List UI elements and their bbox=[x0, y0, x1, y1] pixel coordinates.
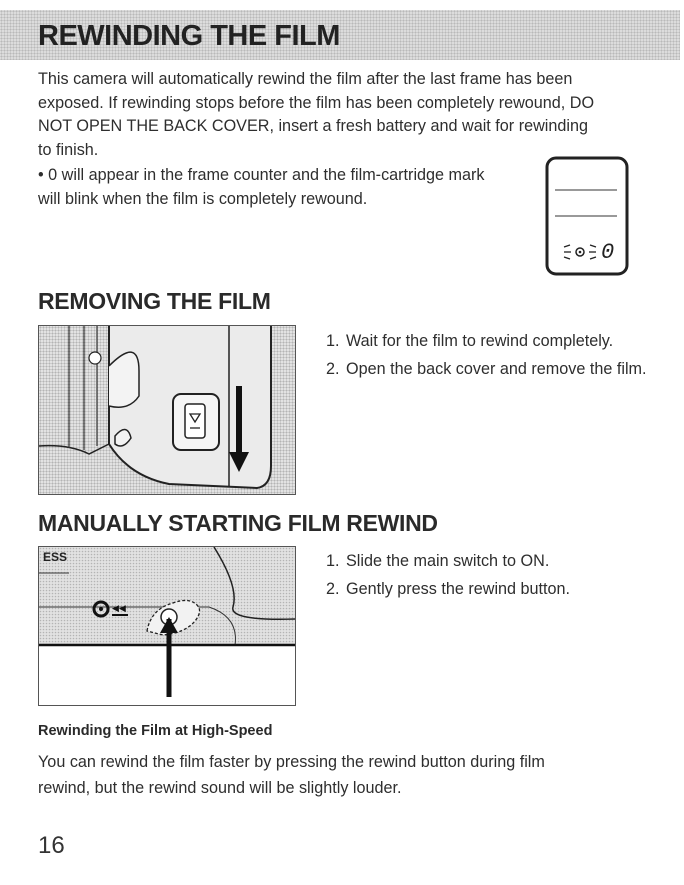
step-number: 2. bbox=[326, 580, 340, 598]
step-item bbox=[326, 355, 656, 383]
step-text: Slide the main switch to ON. bbox=[346, 552, 550, 570]
bullet-note bbox=[38, 164, 485, 211]
removing-steps bbox=[326, 327, 656, 383]
page-title: REWINDING THE FILM bbox=[38, 20, 340, 52]
intro-paragraph bbox=[38, 68, 594, 162]
step-text: Open the back cover and remove the film. bbox=[346, 360, 647, 378]
high-speed-paragraph bbox=[38, 749, 545, 801]
frame-counter-value: 0 bbox=[601, 240, 615, 265]
step-number: 2. bbox=[326, 360, 340, 378]
high-speed-line: You can rewind the film faster by pressing the rewind button during film bbox=[38, 753, 545, 771]
rewind-mark: ◀◀ bbox=[112, 604, 126, 614]
high-speed-heading: Rewinding the Film at High-Speed bbox=[38, 723, 273, 739]
step-number: 1. bbox=[326, 552, 340, 570]
camera-back-illustration bbox=[38, 325, 296, 495]
manual-rewind-steps bbox=[326, 547, 656, 603]
intro-line: This camera will automatically rewind the film after the last frame has been bbox=[38, 70, 573, 88]
intro-line: to finish. bbox=[38, 140, 99, 159]
step-text: Gently press the rewind button. bbox=[346, 580, 571, 598]
camera-back-drawing bbox=[39, 326, 295, 494]
step-number: 1. bbox=[326, 332, 340, 350]
step-item bbox=[326, 327, 656, 355]
rewind-button-illustration bbox=[38, 546, 296, 706]
rewind-button-drawing bbox=[39, 547, 295, 705]
step-item bbox=[326, 575, 656, 603]
step-text: Wait for the film to rewind completely. bbox=[346, 332, 614, 350]
intro-line: exposed. If rewinding stops before the film has been completely rewound, DO bbox=[38, 93, 595, 112]
intro-line: NOT OPEN THE BACK COVER, insert a fresh battery and wait for rewinding bbox=[38, 117, 588, 135]
bullet-line: • 0 will appear in the frame counter and the film-cartridge mark bbox=[38, 166, 485, 184]
page-number: 16 bbox=[38, 832, 65, 859]
panel-label: ESS bbox=[43, 550, 68, 564]
lcd-frame-counter-illustration bbox=[545, 156, 629, 276]
high-speed-line: rewind, but the rewind sound will be slightly louder. bbox=[38, 779, 402, 797]
manual-rewind-heading: MANUALLY STARTING FILM REWIND bbox=[38, 510, 438, 536]
removing-heading: REMOVING THE FILM bbox=[38, 288, 271, 314]
bullet-line: will blink when the film is completely rewound. bbox=[38, 189, 368, 208]
step-item bbox=[326, 547, 656, 575]
